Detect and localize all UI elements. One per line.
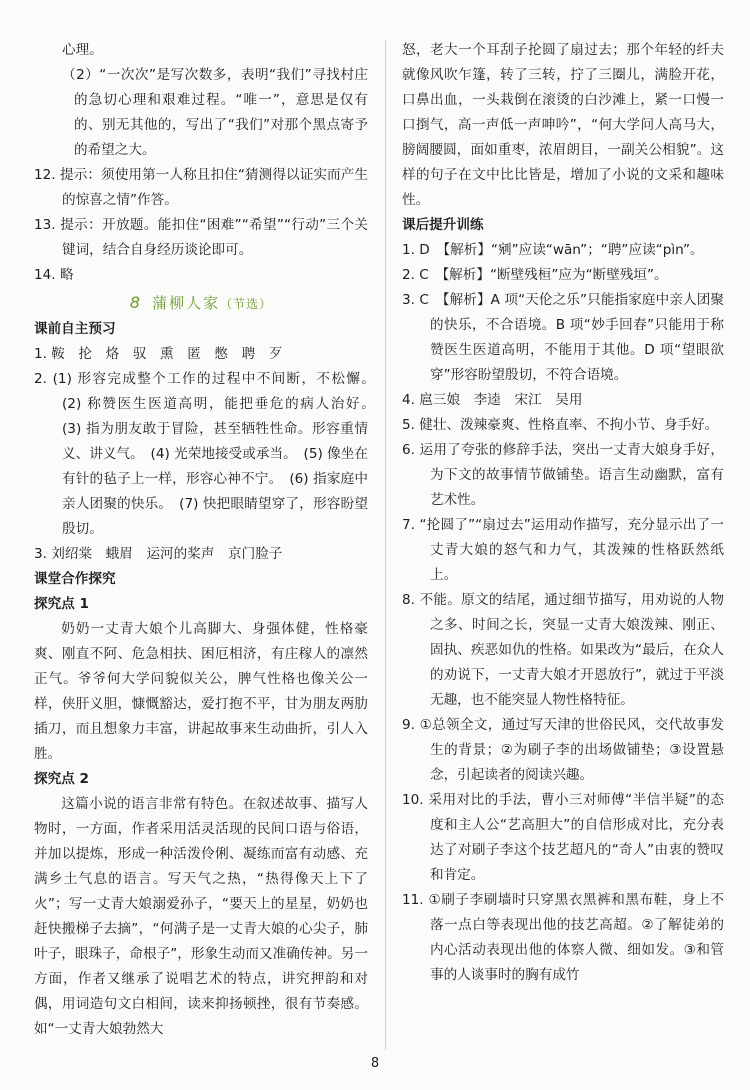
answer-text: 心理。 [62,42,103,58]
continued-text: 怒，老大一个耳刮子抡圆了扇过去；那个年轻的纤夫就像风吹乍篷，转了三转，拧了三圈儿，满脸开花，口鼻出血，一头栽倒在滚烫的白沙滩上，紧一口慢一口捯气，高一声低一声呻吟”，“何大学问人高马大，膀阔腰圆，面如重枣，浓眉朗目，一副关公相貌”。这样的句子在文中比比皆是，增加了小说的文采和趣味性。 [402,42,724,208]
preview-2: 2. (1) 形容完成整个工作的过程中不间断，不松懈。 (2) 称赞医生医道高明，能把垂危的病人治好。 (3) 指为朋友敢于冒险，甚至牺牲性命。形容重情义、讲义气。 (4) 光荣地接受或承当。 (5) 像坐在有针的毡子上一样，形容心神不宁。 (6) 指家庭中亲人团聚的快乐。 (7) 快把眼睛望穿了，形容盼望殷切。 [34,371,382,537]
exercise-5: 5. 健壮、泼辣豪爽、性格直率、不拘小节、身手好。 [402,417,719,433]
answer-text: （2）“一次次”是写次数多，表明“我们”寻找村庄的急切心理和艰难过程。“唯一”，意思是仅有的、别无其他的，写出了“我们”对那个黑点寄予的希望之大。 [62,67,368,158]
exercise-3: 3. C 【解析】A 项“天伦之乐”只能指家庭中亲人团聚的快乐，不合语境。B 项“妙手回春”只能用于称赞医生医道高明，不能用于其他。D 项“望眼欲穿”形容盼望殷切，不符合语境。 [402,292,724,383]
exercise-7: 7. “抡圆了”“扇过去”运用动作描写，充分显示出了一丈青大娘的怒气和力气，其泼辣的性格跃然纸上。 [402,517,724,583]
exercise-10: 10. 采用对比的手法，曹小三对师傅“半信半疑”的态度和主人公“艺高胆大”的自信形成对比，充分表达了对刷子李这个技艺超凡的“奇人”由衷的赞叹和肯定。 [402,792,724,883]
section-heading: 课堂合作探究 [34,571,116,587]
exercise-1: 1. D 【解析】“剜”应读“wān”；“聘”应读“pìn”。 [402,242,704,258]
page-number: 8 [370,1056,380,1071]
answer-13: 13. 提示：开放题。能扣住“困难”“希望”“行动”三个关键词，结合自身经历谈论即可。 [34,217,368,258]
lesson-title: 蒲柳人家 [152,294,221,312]
answer-12: 12. 提示：须使用第一人称且扣住“猜测得以证实而产生的惊喜之情”作答。 [34,167,368,208]
lesson-heading [34,290,368,317]
exercise-8: 8. 不能。原文的结尾，通过细节描写，用劝说的人物之多、时间之长，突显一丈青大娘泼辣、刚正、固执、疾恶如仇的性格。如果改为“最后，在众人的劝说下，一丈青大娘才开恩放行”，就过于平淡无趣，也不能突显人物性格特征。 [402,592,724,708]
exercise-4: 4. 扈三娘 李逵 宋江 吴用 [402,392,583,408]
preview-3: 3. 刘绍棠 蛾眉 运河的桨声 京门脸子 [34,546,283,562]
answer-14: 14. 略 [34,267,74,283]
exercise-2: 2. C 【解析】“断壁残桓”应为“断壁残垣”。 [402,267,668,283]
subsection-heading: 探究点 2 [34,771,89,787]
preview-1: 1. 鞍 抡 烙 驭 熏 匿 憋 聘 歹 [34,346,283,362]
lesson-number: 8 [129,293,143,312]
lesson-note: （节选） [220,297,273,311]
exercise-6: 6. 运用了夸张的修辞手法，突出一丈青大娘身手好，为下文的故事情节做铺垫。语言生动幽默，富有艺术性。 [402,442,724,508]
exercise-9: 9. ①总领全文，通过写天津的世俗民风，交代故事发生的背景；②为刷子李的出场做铺垫；③设置悬念，引起读者的阅读兴趣。 [402,717,724,783]
exercise-11: 11. ①刷子李刷墙时只穿黑衣黑裤和黑布鞋，身上不落一点白等表现出他的技艺高超。②了解徒弟的内心活动表现出他的体察人微、细如发。③和管事的人谈事时的胸有成竹 [402,892,724,983]
column-divider [385,40,386,1050]
section-heading: 课后提升训练 [402,217,484,233]
section-heading: 课前自主预习 [34,321,116,337]
explore-text: 这篇小说的语言非常有特色。在叙述故事、描写人物时，一方面，作者采用活灵活现的民间口语与俗语，并加以提炼，形成一种活泼伶俐、凝练而富有动感、充满乡土气息的语言。写天气之热，“热得像天上下了火”；写一丈青大娘溺爱孙子，“要天上的星星，奶奶也赶快搬梯子去摘”，“何满子是一丈青大娘的心尖子，肺叶子，眼珠子，命根子”，形象生动而又准确传神。另一方面，作者又继承了说唱艺术的特点，讲究押韵和对偶，用词造句文白相间，读来抑扬顿挫，很有节奏感。如“一丈青大娘勃然大 [34,796,368,1037]
explore-text: 奶奶一丈青大娘个儿高脚大、身强体健，性格豪爽、刚直不阿、危急相扶、困厄相济，有庄稼人的凛然正气。爷爷何大学问貌似关公，脾气性格也像关公一样，侠肝义胆，慷慨豁达，爱打抱不平，甘为朋友两肋插刀，而且想象力丰富，讲起故事来生动曲折，引人入胜。 [34,621,368,762]
right-column [402,38,724,988]
left-column [34,38,382,1042]
subsection-heading: 探究点 1 [34,596,89,612]
